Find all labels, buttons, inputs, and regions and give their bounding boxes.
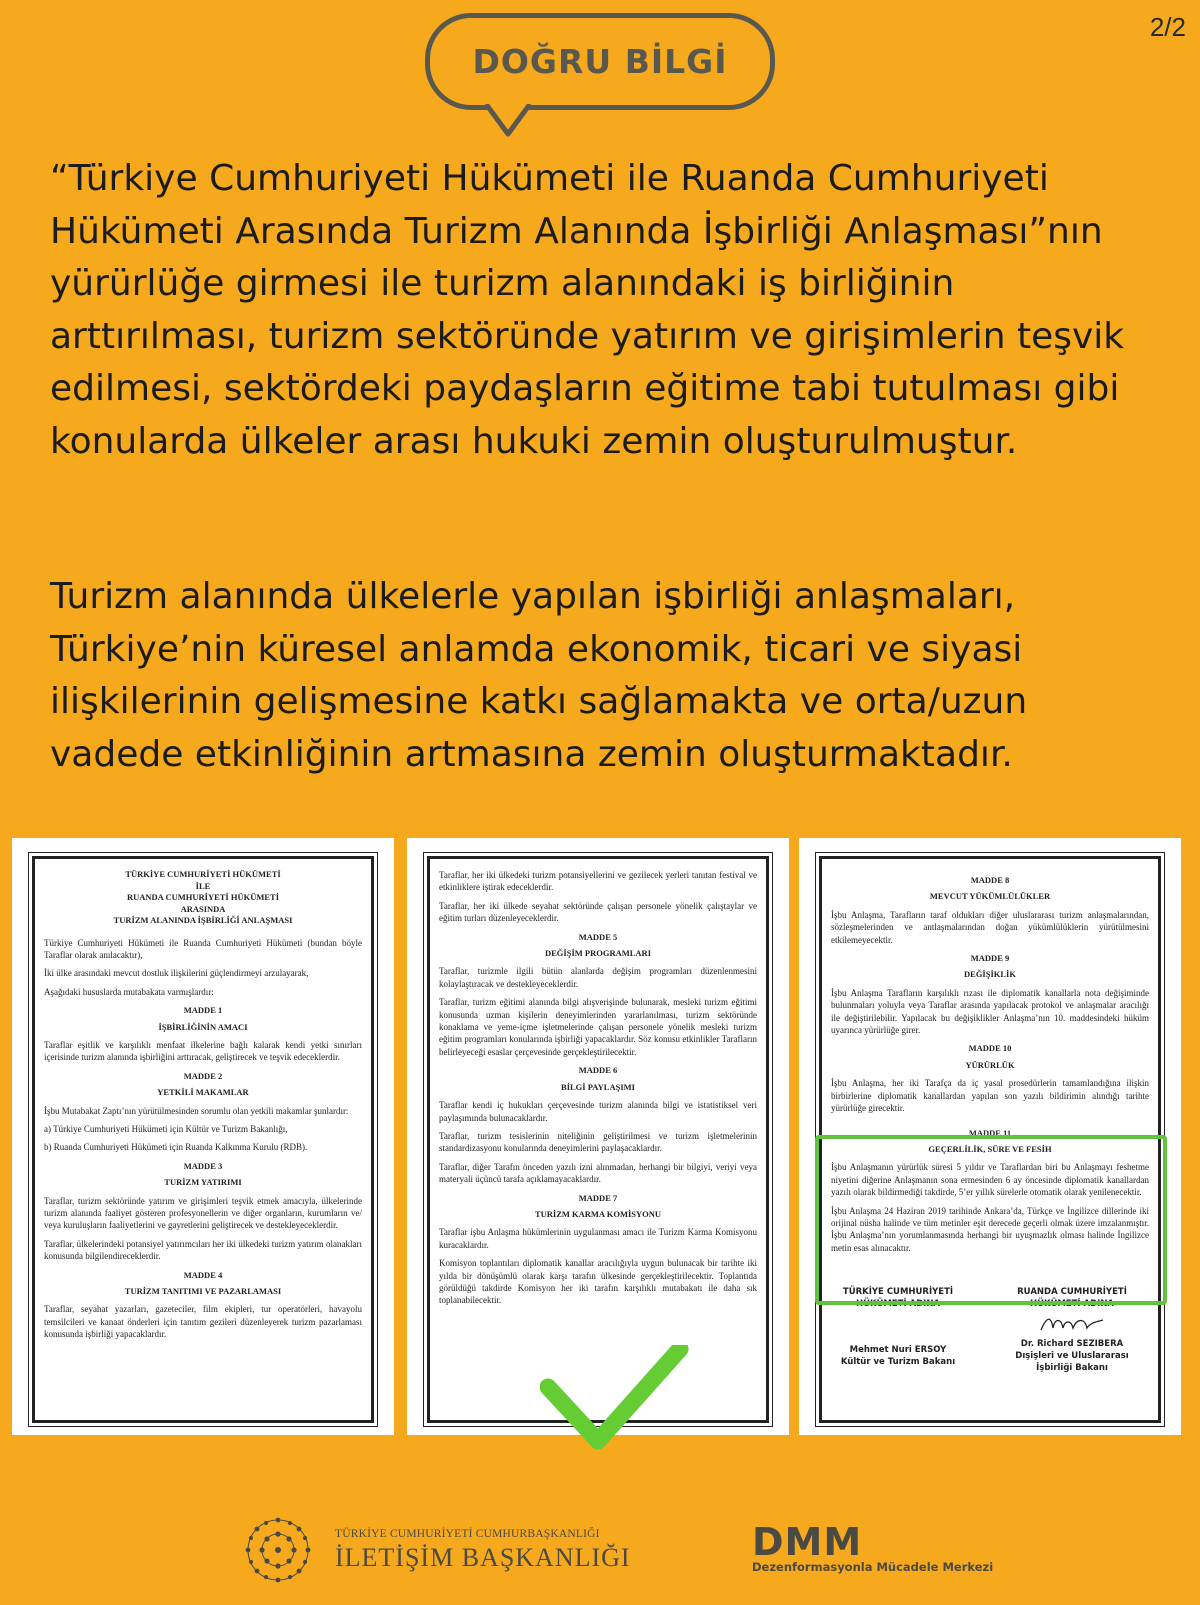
- article-title: DEĞİŞİM PROGRAMLARI: [544, 948, 652, 959]
- doc-text: İşbu Anlaşma 24 Haziran 2019 tarihinde Ankara’da, Türkçe ve İngilizce dillerinde iki orijinal nüsha halinde ve tüm metinler eşit derecede geçerli olmak üzere imzalanmıştır. İşbu Anlaşma’nın yorumlanmasında herhangi bir uyuşmazlık olması halinde İngilizce metin esas alınacaktır.: [831, 1205, 1149, 1253]
- doc-text: b) Ruanda Cumhuriyeti Hükümeti için Ruanda Kalkınma Kurulu (RDB).: [44, 1142, 308, 1153]
- article-number: MADDE 6: [578, 1065, 618, 1076]
- doc-text: Taraflar, diğer Tarafın önceden yazılı izni alınmadan, herhangi bir bilgiyi, veriyi veya materyali üçüncü tarafa açıklamayacaklardır.: [439, 1161, 757, 1185]
- doc-text: İşbu Anlaşma, her iki Tarafça da iç yasal prosedürlerin tamamlandığına ilişkin birbirlerine diplomatik kanallardan yapılan son yazılı bildirimin alındığı tarihte yürürlüğe girecektir.: [831, 1078, 1149, 1114]
- doc-text: Taraflar, turizm tesislerinin niteliğinin geliştirilmesi ve turizm işletmelerinin standardizasyonu konularında deneyimlerini paylaşacaklardır.: [439, 1130, 757, 1154]
- signatory-role: Kültür ve Turizm Bakanı: [840, 1357, 956, 1367]
- doc-text: İşbu Mutabakat Zaptı’nın yürütülmesinden sorumlu olan yetkili makamlar şunlardır:: [44, 1105, 349, 1116]
- title-line: ARASINDA: [180, 903, 226, 914]
- article-number: MADDE 11: [968, 1127, 1012, 1138]
- article-title: İŞBİRLİĞİNİN AMACI: [158, 1021, 248, 1032]
- presidency-star-emblem-icon: [240, 1512, 316, 1588]
- document-frame: [427, 856, 769, 1423]
- doc-text: Taraflar kendi iç hukukları çerçevesinde turizm alanında bilgi ve istatistiksel veri paylaşımında bulunacaklardır.: [439, 1100, 757, 1123]
- signatory-name: Dr. Richard SEZIBERA: [1020, 1339, 1124, 1349]
- doc-text: Taraflar, turizm sektöründe yatırım ve girişimleri teşvik etmek amacıyla, ülkelerinde turizm alanında faaliyet gösteren profesyonellerin ve diğer organların, kurumların ve/ veya kuruluşların faaliyetlerini ve gayretlerini geliştirecek ve destekleyeceklerdir.: [44, 1195, 362, 1231]
- body-paragraph-2: Turizm alanında ülkelerle yapılan işbirliği anlaşmaları, Türkiye’nin küresel anlamda ekonomik, ticari ve siyasi ilişkilerinin gelişmesine katkı sağlamakta ve orta/uzun vadede etkinliğinin artmasına zemin oluşturmaktadır.: [50, 576, 1028, 775]
- article-title: YÜRÜRLÜK: [965, 1059, 1015, 1070]
- article-number: MADDE 5: [578, 931, 618, 942]
- doc-text: Aşağıdaki hususlarda mutabakata varmışlardır:: [44, 986, 214, 997]
- document-frame: [32, 856, 374, 1423]
- doc-text: Türkiye Cumhuriyeti Hükümeti ile Ruanda Cumhuriyeti Hükümeti (bundan böyle Taraflar olarak anılacaktır),: [44, 937, 362, 960]
- doc-text: Taraflar, ülkelerindeki potansiyel yatırımcıları her iki ülkedeki turizm yatırım olanakları konusunda bilgilendireceklerdir.: [44, 1238, 362, 1262]
- title-line: TÜRKİYE CUMHURİYETİ HÜKÜMETİ: [125, 869, 281, 879]
- article-highlight-box: [815, 1135, 1167, 1305]
- signatory-org: RUANDA CUMHURİYETİ HÜKÜMETİ ADINA: [1017, 1287, 1127, 1309]
- title-line: TURİZM ALANINDA İŞBİRLİĞİ ANLAŞMASI: [113, 915, 293, 925]
- article-number: MADDE 9: [970, 953, 1010, 964]
- article-title: BİLGİ PAYLAŞIMI: [561, 1081, 635, 1092]
- fact-badge: [425, 13, 775, 110]
- article-title: TURİZM KARMA KOMİSYONU: [534, 1208, 662, 1219]
- article-title: TURİZM YATIRIMI: [164, 1177, 242, 1188]
- signatory-role: Dışişleri ve Uluslararası: [1015, 1351, 1129, 1361]
- article-title: YETKİLİ MAKAMLAR: [157, 1087, 249, 1098]
- doc-text: a) Türkiye Cumhuriyeti Hükümeti için Kültür ve Turizm Bakanlığı,: [44, 1123, 288, 1134]
- doc-text: Taraflar, turizmle ilgili bütün alanlarda değişim programları düzenlenmesini kolaylaştıracak ve destekleyeceklerdir.: [439, 966, 757, 989]
- doc-text: İşbu Anlaşma, Tarafların taraf oldukları diğer uluslararası turizm anlaşmalarından, sözleşmelerinden ve antlaşmalarından doğan yükümlülüklerin yürütülmesini etkilemeyecektir.: [831, 909, 1149, 945]
- doc-text: Taraflar, her iki ülkedeki turizm potansiyellerini ve gezilecek yerleri tanıtan festival ve etkinliklere iştirak edeceklerdir.: [439, 870, 757, 893]
- doc-text: Taraflar, seyahat yazarları, gazeteciler, film ekipleri, tur operatörleri, havayolu temsilcileri ve kanaat önderleri için tanıtım gezileri düzenleyerek turizm pazarlaması konusunda işbirliği yapacaklardır.: [44, 1304, 362, 1340]
- doc-text: Komisyon toplantıları diplomatik kanallar aracılığıyla uygun bulunacak bir tarihte iki yılda bir dönüşümlü olarak karşı tarafın ülkesinde gerçekleştirilecektir. Toplantıda görüldüğü takdirde Komisyon her iki tarafın karşılıklı mutabakatı ile daha sık toplanabilecektir.: [439, 1258, 757, 1306]
- article-number: MADDE 10: [968, 1043, 1012, 1054]
- article-number: MADDE 4: [183, 1269, 223, 1280]
- checkmark-icon: [540, 1345, 690, 1465]
- signatory-org: TÜRKİYE CUMHURİYETİ HÜKÜMETİ ADINA: [842, 1287, 954, 1309]
- doc-text: Taraflar, turizm eğitimi alanında bilgi alışverişinde bulunarak, mesleki turizm eğitimi konusunda uzman kişilerin deneyimlerinden yararlanılması, turizm sektöründe konaklama ve yeme-içme işletmelerinde çalışan personele yönelik mesleki turizm eğitim programları konularında işbirliği yapacaklardır. Söz konusu etkinlikler Tarafların belirleyeceği esaslar çerçevesinde gerçekleştirilecektir.: [439, 997, 757, 1057]
- document-title: [44, 869, 362, 927]
- article-number: MADDE 7: [578, 1192, 618, 1203]
- org-parent-name: TÜRKİYE CUMHURİYETİ CUMHURBAŞKANLIĞI: [335, 1528, 600, 1540]
- doc-text: Taraflar eşitlik ve karşılıklı menfaat ilkelerine bağlı kalarak kendi yetki sınırları içerisinde turizm alanında işbirliğini arttıracak, geliştirecek ve teşvik edeceklerdir.: [44, 1039, 362, 1063]
- article-number: MADDE 1: [183, 1005, 223, 1016]
- doc-text: İşbu Anlaşma Tarafların karşılıklı rızası ile diplomatik kanallarla nota değişiminde bulunmaları yoluyla veya Taraflar arasında yapılacak protokol ve anlaşmalar aracılığı ile değiştirilebilir. Yapılacak bu değişiklikler Anlaşma’nın 10. maddesindeki hüküm uyarınca yürürlüğe girer.: [831, 987, 1149, 1036]
- doc-text: İki ülke arasındaki mevcut dostluk ilişkilerini güçlendirmeyi arzulayarak,: [44, 968, 309, 979]
- article-number: MADDE 8: [970, 875, 1010, 885]
- dmm-subtitle: Dezenformasyonla Mücadele Merkezi: [752, 1560, 994, 1574]
- handwritten-signature-icon: [1037, 1312, 1107, 1336]
- article-number: MADDE 3: [183, 1160, 223, 1171]
- dmm-logo-text: DMM: [752, 1525, 863, 1561]
- document-page-1: [12, 838, 394, 1435]
- badge-label: DOĞRU BİLGİ: [472, 42, 728, 81]
- doc-text: İşbu Anlaşmanın yürürlük süresi 5 yıldır ve Taraflardan biri bu Anlaşmayı feshetme niyetini diğerine Anlaşmanın sona ermesinden 6 ay öncesinde diplomatik kanallardan yazılı olarak bildirmediği takdirde, 5’er yıllık sürelerle otomatik olarak yenilenecektir.: [831, 1162, 1149, 1198]
- signatory-role: İşbirliği Bakanı: [1036, 1363, 1108, 1373]
- article-title: TURİZM TANITIMI VE PAZARLAMASI: [124, 1286, 282, 1297]
- org-name: İLETİŞİM BAŞKANLIĞI: [335, 1543, 631, 1572]
- page-indicator: 2/2: [1149, 12, 1186, 42]
- article-title: DEĞİŞİKLİK: [964, 969, 1016, 980]
- title-line: RUANDA CUMHURİYETİ HÜKÜMETİ: [126, 892, 280, 902]
- article-number: MADDE 2: [183, 1070, 223, 1081]
- body-paragraph-1: “Türkiye Cumhuriyeti Hükümeti ile Ruanda Cumhuriyeti Hükümeti Arasında Turizm Alanında İşbirliği Anlaşması”nın yürürlüğe girmesi ile turizm alanındaki iş birliğinin arttırılması, turizm sektöründe yatırım ve girişimlerin teşvik edilmesi, sektördeki paydaşların eğitime tabi tutulması gibi konularda ülkeler arası hukuki zemin oluşturulmuştur.: [50, 158, 1125, 462]
- doc-text: Taraflar, her iki ülkede seyahat sektöründe çalışan personele yönelik çalıştaylar ve eğitim turları düzenleyeceklerdir.: [439, 900, 757, 924]
- speech-bubble-tail-icon: [484, 104, 534, 140]
- signatory-name: Mehmet Nuri ERSOY: [849, 1345, 947, 1355]
- article-title: GEÇERLİLİK, SÜRE VE FESİH: [928, 1143, 1052, 1154]
- article-title: MEVCUT YÜKÜMLÜLÜKLER: [929, 891, 1051, 902]
- dmm-logo: [752, 1525, 922, 1561]
- doc-text: Taraflar işbu Anlaşma hükümlerinin uygulanması amacı ile Turizm Karma Komisyonu kuracaklardır.: [439, 1227, 757, 1250]
- title-line: İLE: [195, 880, 211, 891]
